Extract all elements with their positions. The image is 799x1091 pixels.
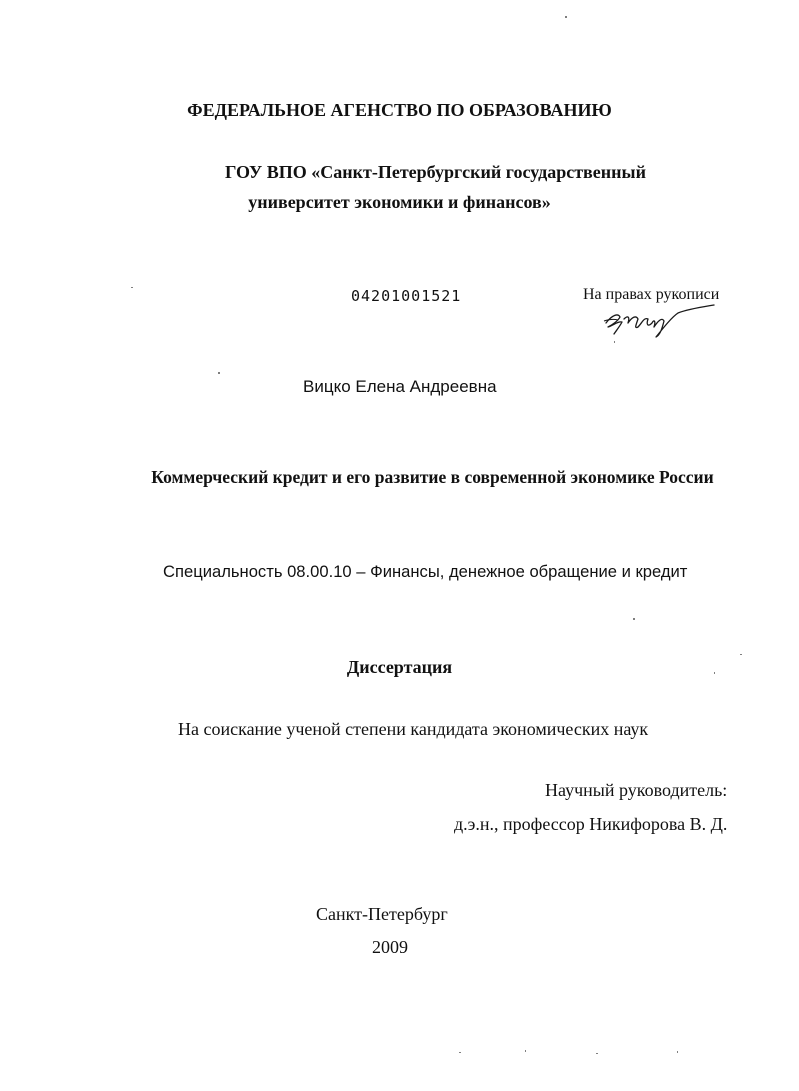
scan-speck: [218, 372, 220, 374]
scan-speck: [740, 654, 742, 655]
supervisor-name: д.э.н., профессор Никифорова В. Д.: [454, 814, 728, 834]
handwritten-signature: [598, 301, 718, 339]
scan-speck: [459, 1052, 461, 1053]
author-name: Вицко Елена Андреевна: [303, 377, 497, 396]
specialty-line: Специальность 08.00.10 – Финансы, денежное обращение и кредит: [163, 562, 688, 581]
scan-speck: [677, 1051, 678, 1053]
scan-speck: [131, 287, 133, 288]
city: Санкт-Петербург: [316, 904, 448, 924]
scan-speck: [714, 672, 715, 674]
document-type: Диссертация: [346, 657, 453, 677]
scan-speck: [565, 16, 567, 18]
degree-line: На соискание ученой степени кандидата экономических наук: [178, 719, 649, 739]
thesis-title: Коммерческий кредит и его развитие в современной экономике России: [151, 467, 714, 487]
scan-speck: [633, 618, 635, 620]
university-line-1: ГОУ ВПО «Санкт-Петербургский государственный: [225, 162, 646, 182]
agency-heading: ФЕДЕРАЛЬНОЕ АГЕНСТВО ПО ОБРАЗОВАНИЮ: [187, 100, 612, 120]
year: 2009: [372, 937, 408, 957]
supervisor-label: Научный руководитель:: [545, 780, 728, 800]
scan-speck: [525, 1050, 526, 1052]
scan-speck: [596, 1053, 598, 1054]
scan-speck: [614, 341, 615, 343]
university-line-2: университет экономики и финансов»: [248, 192, 551, 212]
manuscript-rights-label: На правах рукописи: [583, 286, 720, 303]
registry-number: 04201001521: [351, 287, 462, 305]
